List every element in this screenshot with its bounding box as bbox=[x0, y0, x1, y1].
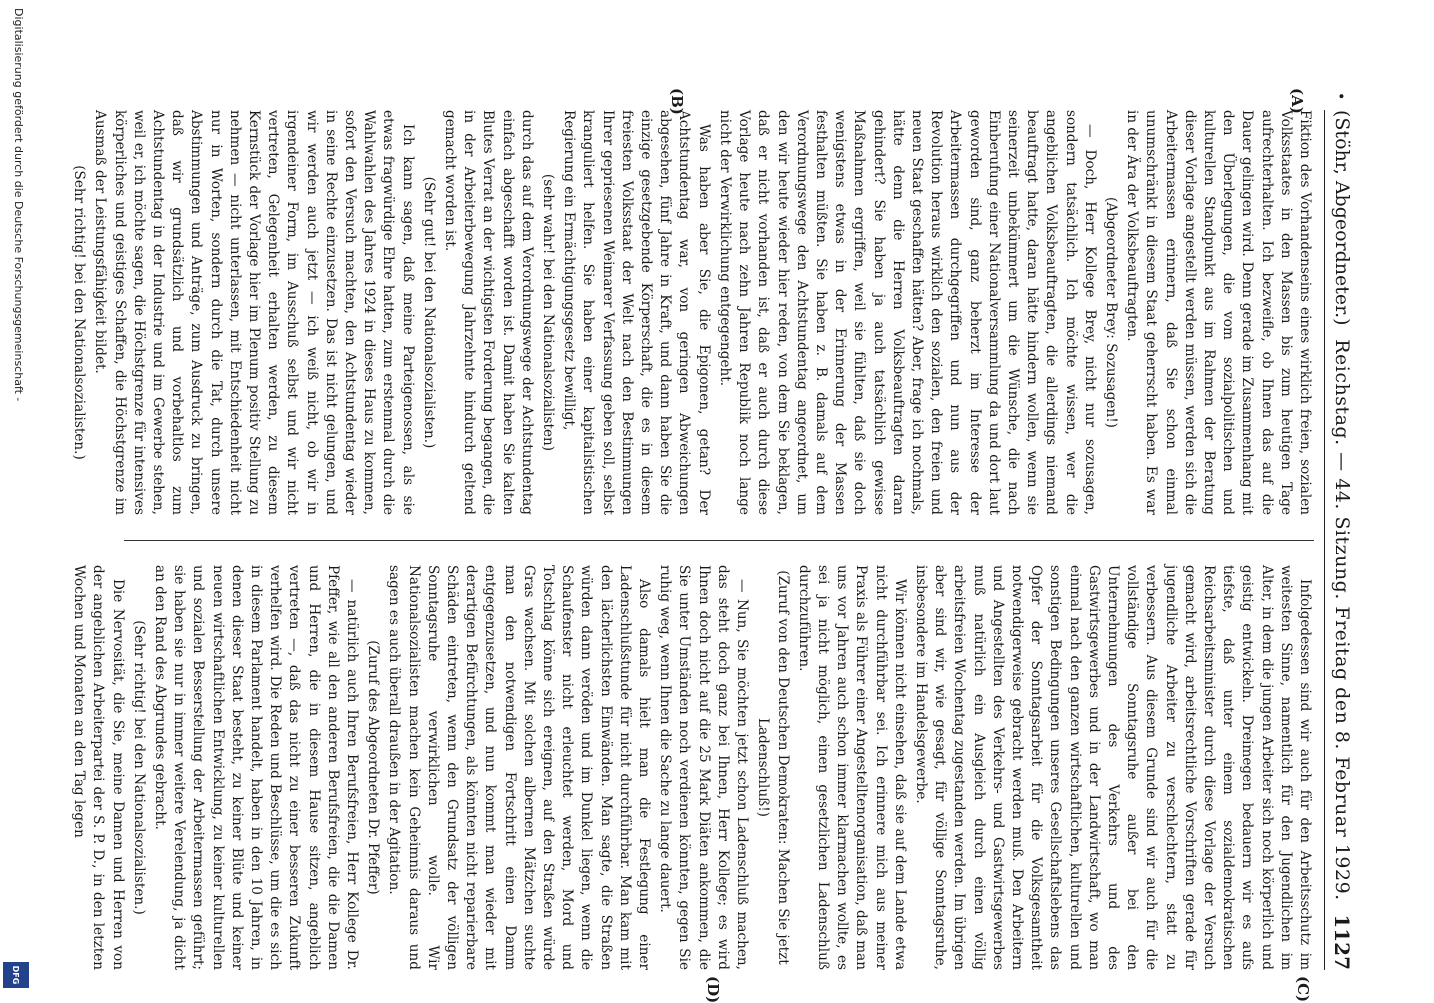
right-paragraph-4: Also damals hielt man die Festlegung einer Ladenschlußstunde für nicht durchführbar. Man kam mit den lächerlichsten Einwänden. Man sagte, die Straßen würden dann veröden und im Dunkel liegen, wenn die Schaufenster nicht erleuchtet werden, Mord und Totschlag könne sich ereignen, auf den Straßen würde Gras wachsen. Mit solchen albernen Mätzchen suchte man den notwendigen Fortschritt einen Damm entgegenzusetzen, und nun kommt man wieder mit derartigen Befürchtungen, als könnten nicht reparierbare Schäden eintreten, wenn den Grundsatz der völligen Sonntagsruhe verwirklichen wolle. Wir Nationalsozialisten machen kein Geheimnis daraus und sagen es auch überall draußen in der Agitation. bbox=[386, 565, 653, 970]
digitization-credit bbox=[1, 0, 31, 1000]
margin-mark-d: (D) bbox=[704, 976, 722, 1003]
page-number: 1127 bbox=[1330, 914, 1354, 970]
page-header bbox=[1324, 110, 1359, 970]
right-paragraph-1: Infolgedessen sind wir auch für den Arbeitsschutz im weitesten Sinne, namentlich für den Jugendlichen im Alter, in dem die jungen Arbeiter sich noch körperlich und geistig entwickeln. Dreimegen bedauern wir es aufs tiefste, daß unter einem sozialdemokratischen Reichsarbeitsminister durch diese Vorlage der Versuch gemacht wird, arbeitsrechtliche Vorschriften gerade für jugendliche Arbeiter zu verschlechtern, statt zu verbessern. Aus diesem Grunde sind wir auch für die vollständige Sonntagsruhe außer bei den Unternehmungen des Verkehrs und des Gastwirtsgewerbes und in der Landwirtschaft, wo man einmal nach den ganzen wirtschaftlichen, kulturellen und sonstigen Bedingungen unseres Gesellschaftslebens das Opfer der Sonntagsarbeit für die Volksgesamtheit notwendigerweise gebracht werden muß. Den Arbeitern und Angestellten des Verkehrs- und Gastwirtsgewerbes muß natürlich ein Ausgleich durch einen völlig arbeitsfreien Wochentag zugestanden werden. Im übrigen aber sind wir, wie gesagt, für völlige Sonntagsruhe, insbesondere im Handelsgewerbe. bbox=[912, 565, 1313, 970]
left-interjection-4: (Sehr richtig! bei den Nationalsozialisten.) bbox=[71, 165, 88, 460]
right-interjection-1: (Zuruf von den Deutschen Demokraten: Machen Sie jetzt Ladenschluß!) bbox=[755, 570, 791, 965]
left-paragraph-2: — Doch, Herr Kollege Brey, nicht nur sozusagen, sondern tatsächlich. Ich möchte wissen, wer die angeblichen Volksbeauftragten, die allerdings niemand beauftragt hatte, daran hätte hindern wollen, wenn sie seinerzeit unbekümmert um die Wünsche, die nach Einberufung einer Nationalversammlung da und dort laut geworden sind, ganz beherzt im Interesse der Arbeitermassen durchgegriffen und nun aus der Revolution heraus wirklich den sozialen, den freien und neuen Staat geschaffen hätten? Aber, frage ich nochmals, hätte denn die Herren Volksbeauftragten daran gehindert? Sie haben ja auch tatsächlich gewisse Maßnahmen ergriffen, weil sie fühlten, daß sie doch wenigstens etwas in der Erinnerung der Massen festhalten müßten. Sie haben z. B. damals auf dem Verordnungswege den Achtstundentag angeordnet, um den wir heute wieder hier reden, von dem Sie beklagen, daß er nicht vorhanden ist, daß er auch durch diese Vorlage heute nach zehn Jahren Republik noch lange nicht der Verwirklichung entgegengeht. bbox=[716, 110, 1098, 515]
right-paragraph-5: — natürlich auch Ihren Berufsfreien, Herr Kollege Dr. Pfeffer, wie all den anderen Berufsfreien, die die Damen und Herren, die in diesem Hause sitzen, angeblich vertreten —, daß das nicht zu einer besseren Zukunft verhelfen wird. Die Reden und Beschlüsse, um die es sich in diesem Parlament handelt, haben in den 10 Jahren, in denen dieser Staat besteht, zu keiner Blüte und keiner neuen wirtschaftlichen Entwicklung, zu keiner kulturellen und sozialen Besserstellung der Arbeitermassen geführt; sie haben sie nur in immer weitere Verelendung, ja dicht an den Rand des Abgrundes gebracht. bbox=[152, 565, 361, 970]
margin-mark-a: (A) bbox=[1288, 88, 1306, 114]
right-interjection-3: (Sehr richtig! bei den Nationalsozialisten.) bbox=[130, 620, 147, 915]
right-column bbox=[71, 565, 1314, 970]
left-paragraph-4: durch das auf dem Verordnungswege der Achtstundentag einfach abgeschafft worden ist. Damit haben Sie kalten Blutes Verrat an der wichtigsten Forderung begangen, die in der Arbeiterbewegung Jahrzehnte hindurch geltend gemacht worden ist. bbox=[442, 110, 535, 515]
right-paragraph-2: Wir können nicht einsehen, daß sie auf dem Lande etwa nicht durchführbar sei. Ich erinnere mich aus meiner Praxis als Führer einer Angestelltenorganisation, daß man uns vor Jahren auch schon immer klarmachen wollte, es sei ja nicht möglich, einen gesetzlichen Ladenschluß durchzuführen. bbox=[795, 565, 908, 970]
margin-mark-c: (C) bbox=[1294, 976, 1312, 1003]
header-title: Reichstag. — 44. Sitzung. Freitag den 8. Februar 1929. bbox=[1331, 339, 1353, 901]
dfg-logo-icon: DFG bbox=[3, 962, 29, 988]
credit-text: Digitalisierung gefördert durch die Deutsche Forschungsgemeinschaft - bbox=[12, 8, 25, 402]
right-interjection-2: (Zuruf des Abgeordneten Dr. Pfeffer) bbox=[365, 640, 382, 895]
left-column bbox=[71, 110, 1314, 515]
margin-mark-b: (B) bbox=[668, 88, 686, 115]
right-paragraph-3: — Nun, Sie möchten jetzt schon Ladenschluß machen, das steht doch ganz bei Ihnen, Herr Kollege; es wird Ihnen doch nicht auf die 25 Mark Diäten ankommen, die Sie unter Umständen noch verdienen könnten, gegen Sie ruhig weg, wenn Ihnen die Sache zu lange dauert. bbox=[657, 565, 751, 970]
left-paragraph-1: Fiktion des Vorhandenseins eines wirklich freien, sozialen Volksstaates in den Massen bis zum heutigen Tage aufrechterhalten. Ich bezweifle, ob Ihnen das auf die Dauer gelingen wird. Denn gerade im Zusammenhang mit den Überlegungen, die vom sozialpolitischen und kulturellen Standpunkt aus im Rahmen der Beratung dieser Vorlage angestellt werden müssen, werden sich die Arbeitermassen erinnern, daß Sie schon einmal unumschränkt in diesem Staat geherrscht haben. Es war in der Ära der Volksbeauftragten. bbox=[1124, 110, 1313, 515]
column-divider bbox=[124, 540, 1314, 541]
left-paragraph-5: Ich kann sagen, daß meine Parteigenossen, als sie etwas fragwürdige Ehre hatten, zum erstenmal durch die Wahlwahlen des Jahres 1924 in dieses Haus zu kommen, sofort den Versuch machten, den Achtstundentag wieder in seine Rechte einzusetzen. Das ist nicht gelungen, und wir werden auch jetzt — ich weiß nicht, ob wir in irgendeiner Form, im Ausschuß selbst und wir nicht vertreten, Gelegenheit erhalten werden, zu diesem Kernstück der Vorlage hier im Plenum positiv Stellung zu nehmen — nicht unterlassen, mit Entschiedenheit nicht nur in Worten, sondern durch die Tat, durch unsere Abstimmungen und Anträge, zum Ausdruck zu bringen, daß wir grundsätzlich und vorbehaltlos zum Achtstundentag in der Industrie und im Gewerbe stehen, weil er, ich möchte sagen, die Höchstgrenze für intensives körperliches und geistiges Schaffen, die Höchstgrenze im Ausmaß der Leistungsfähigkeit bildet. bbox=[92, 110, 416, 515]
bullet-mark: • bbox=[1332, 92, 1348, 101]
left-interjection-1: (Abgeordneter Brey: Sozusagen!) bbox=[1102, 197, 1119, 428]
left-interjection-2: (sehr wahr! bei den Nationalsozialisten) bbox=[540, 173, 557, 452]
header-speaker: (Stöhr, Abgeordneter.) bbox=[1331, 110, 1353, 326]
right-paragraph-6: Die Nervosität, die Sie, meine Damen und Herren von der angeblichen Arbeiterpartei der S. P. D., in den letzten Wochen und Monaten an den Tag legen bbox=[71, 565, 126, 970]
left-interjection-3: (Sehr gut! bei den Nationalsozialisten.) bbox=[420, 176, 437, 449]
left-paragraph-3: Was haben aber Sie, die Epigonen, getan? Der Achtstundentag war, von geringen Abweichungen abgesehen, fünf Jahre in Kraft, und dann haben Sie die einzige gesetzgebende Körperschaft, die es in diesem freiesten Volksstaat der Welt nach den Bestimmungen Ihrer gepriesenen Weimarer Verfassung geben soll, selbst kranguliert helfen. Sie haben einer kapitalistischen Regierung ein Ermächtigungsgesetz bewilligt, bbox=[561, 110, 712, 515]
